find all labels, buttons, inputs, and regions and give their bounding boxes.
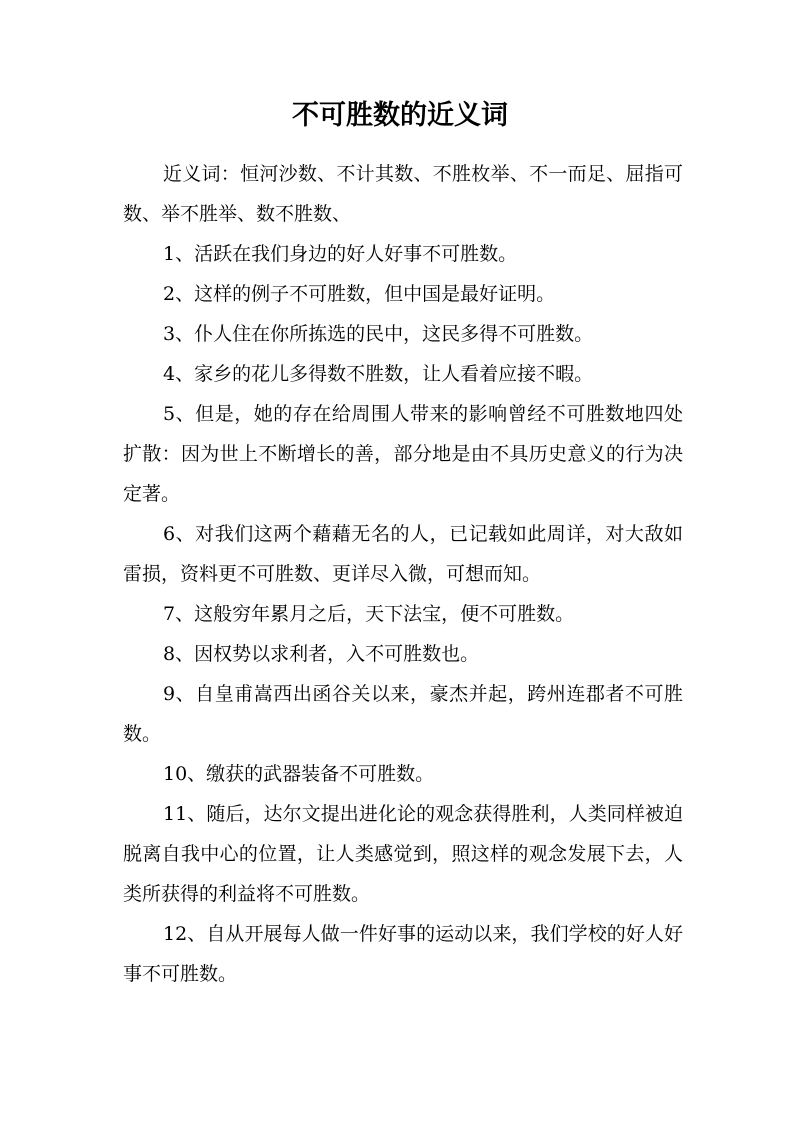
document-title: 不可胜数的近义词 <box>292 100 508 131</box>
paragraph-example-12: 12、自从开展每人做一件好事的运动以来，我们学校的好人好事不可胜数。 <box>123 923 683 985</box>
paragraph-example-2: 2、这样的例子不可胜数，但中国是最好证明。 <box>163 283 556 305</box>
paragraph-example-3: 3、仆人住在你所拣选的民中，这民多得不可胜数。 <box>163 323 594 345</box>
paragraph-example-1: 1、活跃在我们身边的好人好事不可胜数。 <box>163 243 518 265</box>
paragraph-synonyms: 近义词：恒河沙数、不计其数、不胜枚举、不一而足、屈指可数、举不胜举、数不胜数、 <box>123 163 683 225</box>
document-body <box>123 154 683 994</box>
paragraph-example-8: 8、因权势以求利者，入不可胜数也。 <box>163 643 480 665</box>
paragraph-example-4: 4、家乡的花儿多得数不胜数，让人看着应接不暇。 <box>163 363 594 385</box>
paragraph-example-5: 5、但是，她的存在给周围人带来的影响曾经不可胜数地四处扩散：因为世上不断增长的善，部分地是由不具历史意义的行为决定著。 <box>123 403 683 505</box>
paragraph-example-11: 11、随后，达尔文提出进化论的观念获得胜利，人类同样被迫脱离自我中心的位置，让人类感觉到，照这样的观念发展下去，人类所获得的利益将不可胜数。 <box>123 803 683 905</box>
paragraph-example-6: 6、对我们这两个藉藉无名的人，已记载如此周详，对大敌如雷损，资料更不可胜数、更详尽入微，可想而知。 <box>123 523 683 585</box>
paragraph-example-7: 7、这般穷年累月之后，天下法宝，便不可胜数。 <box>163 603 575 625</box>
paragraph-example-10: 10、缴获的武器装备不可胜数。 <box>163 763 435 785</box>
paragraph-example-9: 9、自皇甫嵩西出函谷关以来，豪杰并起，跨州连郡者不可胜数。 <box>123 683 683 745</box>
